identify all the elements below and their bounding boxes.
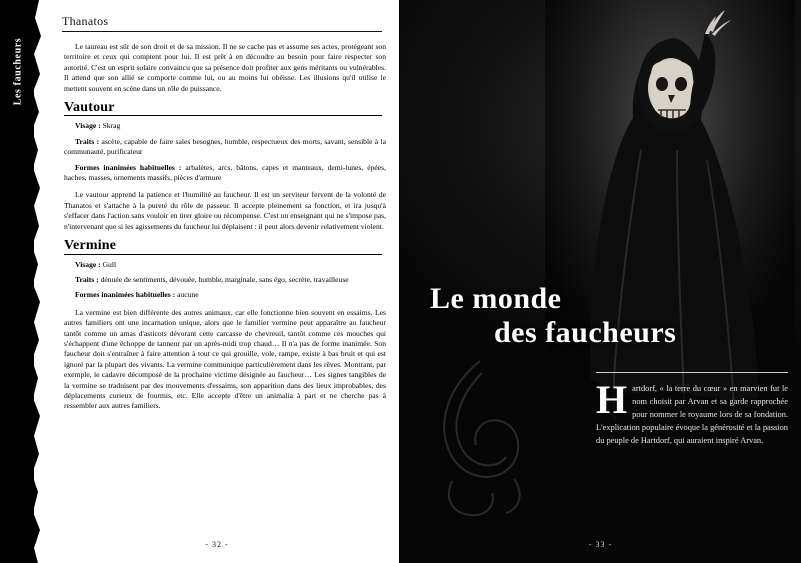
hooded-reaper-icon <box>545 0 795 420</box>
scroll-ornament-icon <box>418 353 548 523</box>
field-formes-vautour <box>64 163 386 184</box>
field-value: ascète, capable de faire sales besognes, humble, respectueux des morts, savant, sensible à la communauté, purificateur <box>64 136 386 157</box>
header-rule <box>62 31 382 32</box>
torn-paper-edge-icon <box>30 0 46 563</box>
section-title-vautour: Vautour <box>64 100 115 116</box>
left-column <box>64 42 386 417</box>
field-traits-vermine <box>64 275 386 285</box>
field-value: dénuée de sentiments, dévouée, humble, marginale, sans égo, secrète, travailleuse <box>100 274 349 284</box>
field-visage-vermine <box>64 260 386 270</box>
section-body-vautour: Le vautour apprend la patience et l'humilité au faucheur. Il est un serviteur fervent de la volonté de Thanatos et s'attache à la pureté du rôle de passeur. Il accepte pleinement sa fonction, et ira jusqu'à s'effacer dans l'action sans vouloir en tirer gloire ou récompense. C'est un enseignant qui ne s'impose pas, n'intervenant que si les agissements du faucheur lui déplaisent : il peut alors devenir relativement violent. <box>64 190 386 231</box>
chapter-title <box>430 282 780 350</box>
running-head: Thanatos <box>62 14 109 28</box>
section-rule <box>64 254 382 255</box>
field-value: Skrag <box>102 121 121 131</box>
field-formes-vermine <box>64 290 386 300</box>
section-body-vermine: La vermine est bien différente des autres animaux, car elle fonctionne bien souvent en essaims. Les autres familiers ont une incarnation unique, alors que le familier vermine peut apparaître au faucheur tantôt comme un amas d'asticots dévorant cette carcasse de chevreuil, tantôt comme ces mouches qui s'échappent d'une échoppe de tanneur par un après-midi trop chaud… Il n'a pas de forme inanimée. Son faucheur doit s'entraîner à faire attention à tout ce qui grouille, vole, rampe, existe à bas bruit et qui est ignoré par la plupart des vivants. La vermine communique particulièrement dans les rêves. Montrant, par exemple, le cadavre décomposé de la prochaine victime désignée au faucheur… Les signes tangibles de la vermine se traduisent par des mouvements d'essaims, son apparition dans des lieux improbables, des déplacements curieux de fourmis, etc. Elle accepte d'être un animalia à part et ne cherche pas à ressembler aux autres familiers. <box>64 307 386 411</box>
page-number-left: - 32 - <box>205 540 229 549</box>
field-label: Formes inanimées habituelles : <box>75 290 176 300</box>
field-label: Traits : <box>75 136 100 146</box>
field-label: Traits : <box>75 274 99 284</box>
left-page <box>0 0 400 563</box>
section-rule <box>64 115 382 116</box>
page-number-right: - 33 - <box>588 540 613 549</box>
chapter-title-line1: Le monde <box>430 282 562 315</box>
field-label: Visage : <box>75 121 101 131</box>
field-value: arbalètes, arcs, bâtons, capes et manteaux, demi-lunes, épées, haches, masses, ornements massifs, pièces d'armure <box>64 162 386 183</box>
chapter-intro-body: artdorf, « la terre du cœur » en marvien fut le nom choisit par Arvan et sa garde rapprochée pour nommer le royaume lors de sa fondation. L'explication populaire évoque la générosité et la passion du peuple de Hartdorf, qui auraient inspiré Arvan. <box>596 384 788 445</box>
chapter-rule <box>596 372 788 373</box>
field-label: Formes inanimées habituelles : <box>75 162 182 172</box>
field-label: Visage : <box>75 259 101 269</box>
section-title-vermine: Vermine <box>64 238 117 254</box>
chapter-title-line2: des faucheurs <box>494 316 677 349</box>
right-page <box>400 0 801 563</box>
field-value: Gull <box>102 259 117 269</box>
field-traits-vautour <box>64 137 386 158</box>
intro-paragraph: Le taureau est sûr de son droit et de sa mission. Il ne se cache pas et assume ses actes, protégeant son territoire et ceux qui comptent pour lui. Il est prêt à en découdre au besoin pour faire respecter son autorité. C'est un esprit solaire convaincu que sa présence doit profiter aux gens méritants ou vulnérables. Il attend que son allié se comporte comme lui, ou au moins lui obéisse. Les illusions qu'il utilise le mettent souvent en scène dans un rôle de puissance. <box>64 42 386 93</box>
drop-cap: H <box>596 377 628 422</box>
chapter-edge-label: Les faucheurs <box>12 37 24 106</box>
field-value: aucune <box>177 290 199 300</box>
chapter-intro-text <box>596 377 788 447</box>
field-visage-vautour <box>64 121 386 131</box>
